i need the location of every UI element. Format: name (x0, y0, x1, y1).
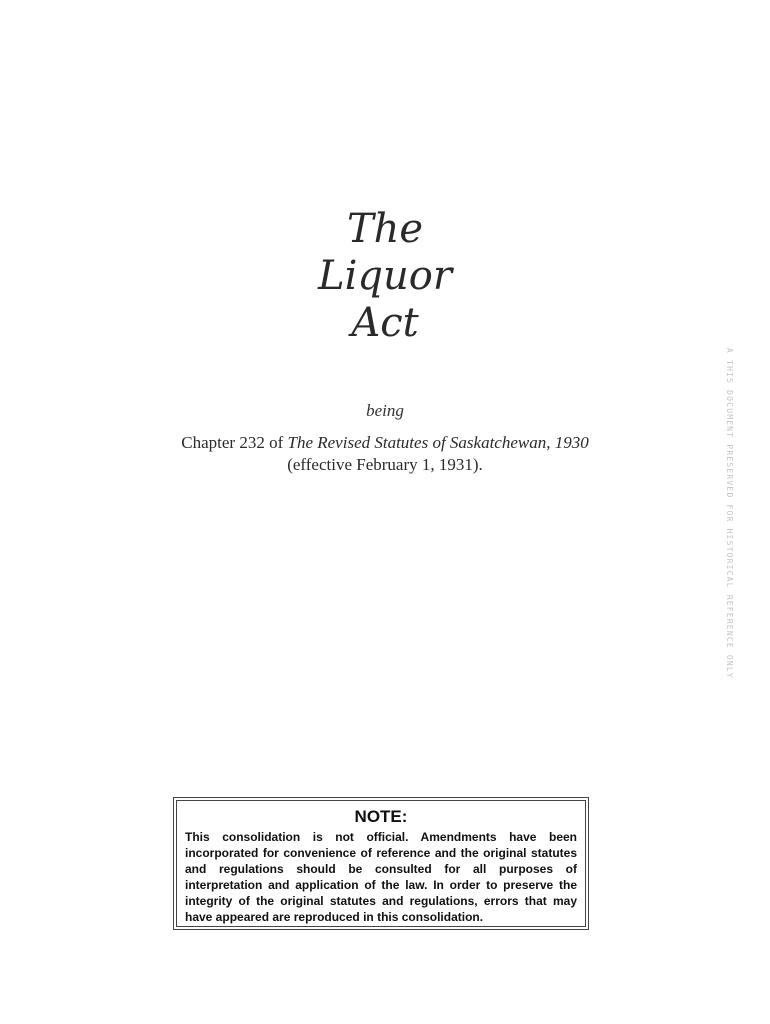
note-body: This consolidation is not official. Amendments have been incorporated for convenience of reference and the original statutes and regulations should be consulted for all purposes of interpretation and application of the law. In order to preserve the integrity of the original statutes and regulations, errors that may have appeared are reproduced in this consolidation. (185, 830, 577, 924)
being-label: being (366, 401, 404, 420)
statute-name: The Revised Statutes of Saskatchewan, 1930 (287, 433, 589, 452)
note-box (173, 797, 589, 930)
chapter-citation (0, 432, 770, 476)
title-line-3: Act (351, 300, 419, 346)
note-box-inner (176, 800, 586, 927)
note-heading: NOTE: (354, 807, 408, 826)
title-line-1: The (346, 206, 424, 252)
side-watermark (717, 347, 741, 679)
chapter-line (0, 432, 770, 454)
title-line-2: Liquor (318, 253, 452, 299)
watermark-text: A THIS DOCUMENT PRESERVED FOR HISTORICAL REFERENCE ONLY (724, 347, 734, 679)
chapter-prefix: Chapter 232 of (181, 433, 288, 452)
effective-date: (effective February 1, 1931). (287, 455, 483, 474)
